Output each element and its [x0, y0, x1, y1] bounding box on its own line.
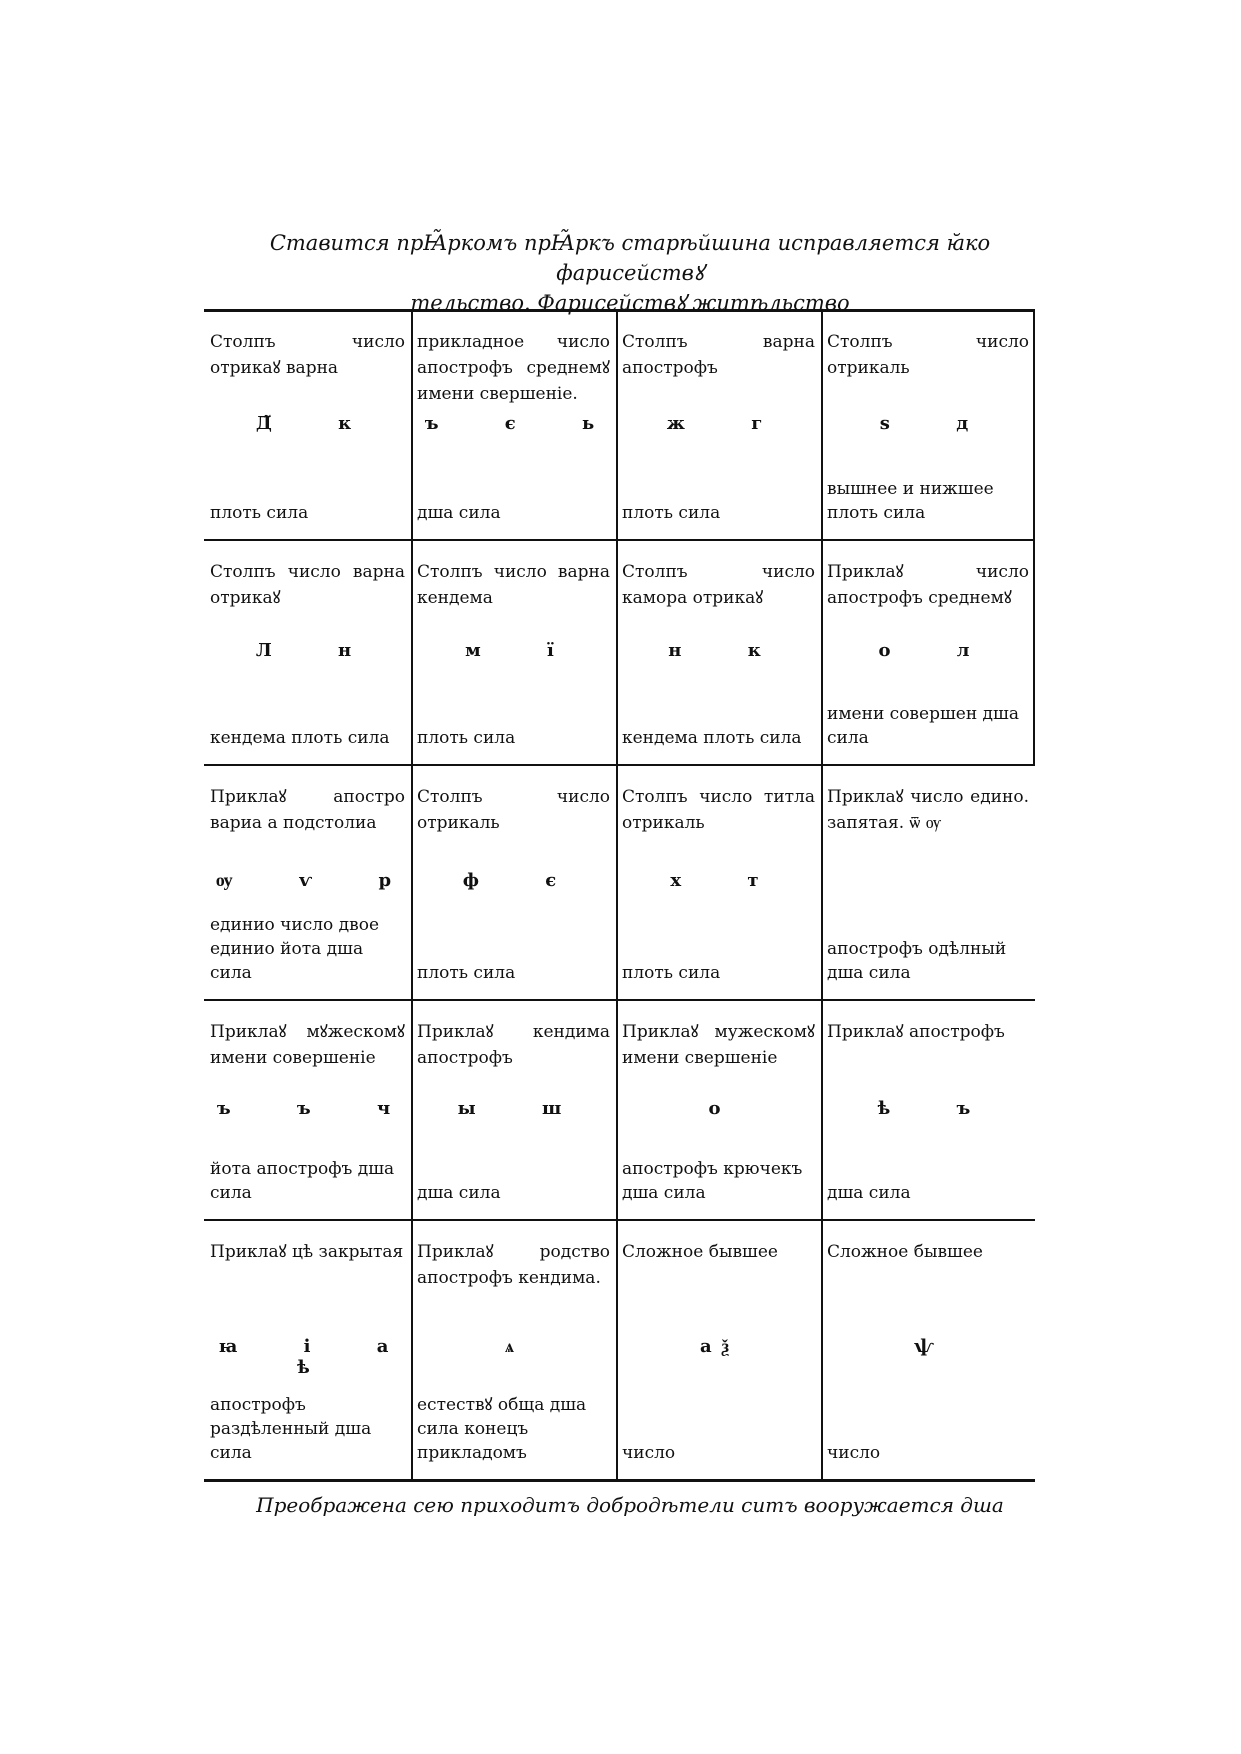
cell-glyphs: о л: [878, 640, 980, 661]
cell-footnote: апострофъ раздѣленный дша сила: [210, 1395, 372, 1463]
cell-caption: Приклаꙋ число апострофъ среднемꙋ: [827, 562, 1029, 608]
cell-footnote: кендема плоть сила: [210, 728, 390, 748]
cell-footnote: дша сила: [417, 503, 501, 523]
cell-caption: Приклаꙋ мужескомꙋ имени свершеніе: [622, 1022, 815, 1068]
table-cell: [206, 539, 411, 764]
cell-footnote: апострофъ крючекъ дша сила: [622, 1159, 803, 1203]
cell-footnote: кендема плоть сила: [622, 728, 802, 748]
table-cell: [618, 764, 821, 999]
cell-caption: Приклаꙋ апострофъ: [827, 1022, 1005, 1042]
cell-footnote: единио число двое единио йота дша сила: [210, 915, 380, 983]
cell-caption: Приклаꙋ апостро вариа а подстолиа: [210, 787, 405, 833]
cell-footnote: имени совершен дша сила: [827, 704, 1019, 748]
table-cell: [413, 764, 616, 999]
table-cell: [823, 539, 1035, 764]
heading-line-1: Ставится прꙖ̃ркомъ прꙖ̃ркъ старѣйшина исправляется ꙗ̆ко фарисействꙋ: [269, 231, 991, 285]
table-cell: [823, 999, 1035, 1219]
cell-glyphs: ѕ д: [879, 413, 979, 434]
table-cell: [618, 999, 821, 1219]
cell-glyphs: ѹ ѵ р: [215, 870, 402, 891]
table-cell: [413, 309, 616, 539]
cell-footnote: йота апострофъ дша сила: [210, 1159, 395, 1203]
table-cell: [206, 309, 411, 539]
cell-footnote: дша сила: [827, 1183, 911, 1203]
cell-glyphs: ъ є ь: [424, 413, 605, 434]
cell-caption: Сложное бывшее: [622, 1242, 778, 1262]
cell-footnote: естествꙋ обща дша сила конецъ прикладомъ: [417, 1395, 587, 1463]
cell-caption: Столпъ число варна кендема: [417, 562, 610, 608]
cell-glyphs: ъ ъ ч: [216, 1098, 401, 1119]
cell-glyphs: ф є: [462, 870, 567, 891]
page-footer: Преображена сею приходитъ добродѣтели ситъ вооружается дша: [256, 1493, 1004, 1517]
cell-glyphs: ѱ: [914, 1336, 944, 1357]
notation-table: [204, 309, 1035, 1479]
cell-footnote: апострофъ одѣлный дша сила: [827, 939, 1007, 983]
table-cell: [413, 539, 616, 764]
cell-glyphs: м ї: [465, 640, 564, 661]
cell-glyphs: ꙗ і а ѣ: [218, 1336, 399, 1378]
table-cell: [823, 764, 1035, 999]
cell-caption: Приклаꙋ мꙋжескомꙋ имени совершеніе: [210, 1022, 405, 1068]
table-cell: [413, 999, 616, 1219]
cell-caption: Столпъ число отрикаꙋ варна: [210, 332, 405, 378]
cell-caption: Столпъ число варна отрикаꙋ: [210, 562, 405, 608]
heading-line-2: тельство. Фарисействꙋ житѣльство: [410, 291, 850, 315]
table-cell: [618, 1219, 821, 1479]
cell-glyphs: х т: [670, 870, 769, 891]
cell-caption: Сложное бывшее: [827, 1242, 983, 1262]
table-cell: [206, 764, 411, 999]
cell-glyphs: Д̃ к: [255, 413, 362, 434]
cell-caption: Столпъ число отрикаль: [417, 787, 610, 833]
table-cell: [618, 309, 821, 539]
cell-caption: прикладное число апострофъ среднемꙋ имени свершеніе.: [417, 332, 610, 404]
cell-footnote: плоть сила: [622, 963, 721, 983]
cell-caption: Приклаꙋ число едино. запятая. ѿ ѹ: [827, 787, 1029, 833]
cell-glyphs: аѯ: [700, 1336, 739, 1357]
cell-glyphs: ж г: [666, 413, 773, 434]
cell-glyphs: ѣ ъ: [877, 1098, 981, 1119]
table-cell: [618, 539, 821, 764]
page-heading: [200, 228, 1060, 318]
cell-footnote: число: [827, 1443, 881, 1463]
table-cell: [206, 1219, 411, 1479]
cell-glyphs: о: [708, 1098, 731, 1119]
cell-glyphs: н к: [668, 640, 771, 661]
cell-footnote: плоть сила: [210, 503, 309, 523]
cell-footnote: плоть сила: [417, 963, 516, 983]
cell-caption: Столпъ число камора отрикаꙋ: [622, 562, 815, 608]
cell-glyphs: ы ш: [457, 1098, 572, 1119]
table-rule: [204, 1479, 1035, 1482]
cell-caption: Столпъ варна апострофъ: [622, 332, 815, 378]
cell-footnote: дша сила: [417, 1183, 501, 1203]
table-cell: [413, 1219, 616, 1479]
cell-caption: Приклаꙋ кендима апострофъ: [417, 1022, 610, 1068]
cell-glyphs: ѧ: [505, 1336, 524, 1357]
cell-footnote: плоть сила: [622, 503, 721, 523]
table-cell: [206, 999, 411, 1219]
table-cell: [823, 1219, 1035, 1479]
cell-caption: Приклаꙋ родство апострофъ кендима.: [417, 1242, 610, 1288]
cell-footnote: число: [622, 1443, 676, 1463]
cell-footnote: плоть сила: [417, 728, 516, 748]
cell-caption: Столпъ число титла отрикаль: [622, 787, 815, 833]
cell-caption: Столпъ число отрикаль: [827, 332, 1029, 378]
table-cell: [823, 309, 1035, 539]
cell-glyphs: Л н: [255, 640, 362, 661]
cell-footnote: вышнее и нижшее плоть сила: [827, 479, 994, 523]
cell-caption: Приклаꙋ цѣ закрытая: [210, 1242, 404, 1262]
